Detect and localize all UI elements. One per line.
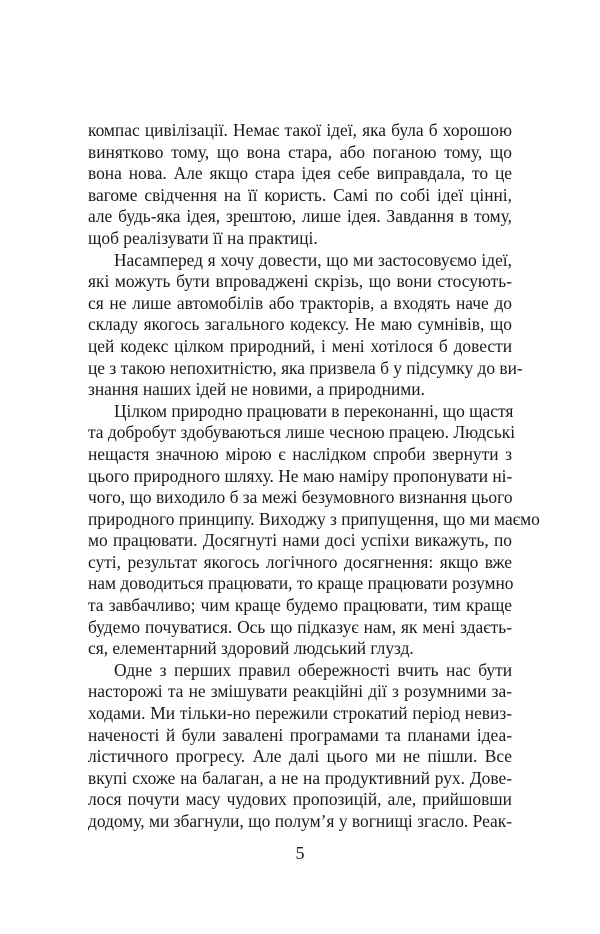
text-line: та добробут здобуваються лише чесною працею. Людські [88,422,516,443]
text-line: які можуть бути впроваджені скрізь, що вони стосують- [88,271,512,292]
text-line: Насамперед я хочу довести, що ми застосовуємо ідеї, [114,249,512,270]
text-line: вагоме свідчення на її користь. Самі по собі ідеї цінні, [88,184,512,205]
text-line: нам доводиться працювати, то краще працювати розумно [88,573,514,594]
text-line: суті, результат якогось логічного досягнення: якщо вже [88,551,512,572]
text-line: знання наших ідей не новими, а природними. [88,379,425,400]
text-line: цього природного шляху. Не маю наміру пропонувати ні- [88,465,513,486]
text-line: та завбачливо; чим краще будемо працювати, тим краще [88,595,512,616]
text-line: Цілком природно працювати в переконанні, що щастя [114,400,514,421]
text-line: лістичного прогресу. Але далі цього ми не пішли. Все [88,746,512,767]
text-line: чого, що виходило б за межі безумовного визнання цього [88,487,513,508]
text-line: нещастя значною мірою є наслідком спроби звернути з [88,443,512,464]
paragraph [88,249,523,401]
text-line: компас цивілізації. Немає такої ідеї, яка була б хорошою [88,120,512,140]
text-line: цей кодекс цілком природний, і мені хотілося б довести [88,335,512,356]
paragraph [88,660,512,833]
text-line: вона нова. Але якщо стара ідея себе виправдала, то це [88,163,512,184]
text-line: вкупі схоже на балаган, а не на продуктивний рух. Дове- [88,767,512,788]
paragraph [88,120,512,250]
text-line: ся, елементарний здоровий людський глузд. [88,638,414,659]
text-line: додому, ми збагнули, що полум’я у вогнищі згасло. Реак- [88,811,512,831]
text-line: але будь-яка ідея, зрештою, лише ідея. Завдання в тому, [88,206,512,227]
text-line: ся не лише автомобілів або тракторів, а входять наче до [88,292,512,313]
text-line: Одне з перших правил обережності вчить нас бути [114,659,512,680]
text-line: мо працювати. Досягнуті нами досі успіхи викажуть, по [88,530,512,551]
text-line: насторожі та не змішувати реакційні дії з розумними за- [88,681,512,702]
text-line: природного принципу. Виходжу з припущення, що ми маємо [88,508,540,529]
text-line: наченості й були завалені програмами та планами ідеа- [88,724,512,745]
paragraph [88,400,540,660]
body-text [88,120,540,833]
text-line: складу якогось загального кодексу. Не маю сумнівів, що [88,314,512,335]
text-line: лося почути масу чудових пропозицій, але, прийшовши [88,789,512,810]
text-line: будемо почуватися. Ось що підказує нам, як мені здаєть- [88,616,512,637]
page-number: 5 [295,843,305,863]
text-line: це з такою непохитністю, яка призвела б у підсумку до ви- [88,357,523,378]
text-line: ходами. Ми тільки-но пережили строкатий період невиз- [88,703,512,724]
text-line: щоб реалізувати її на практиці. [88,227,318,248]
text-line: винятково тому, що вона стара, або поганою тому, що [88,141,512,162]
